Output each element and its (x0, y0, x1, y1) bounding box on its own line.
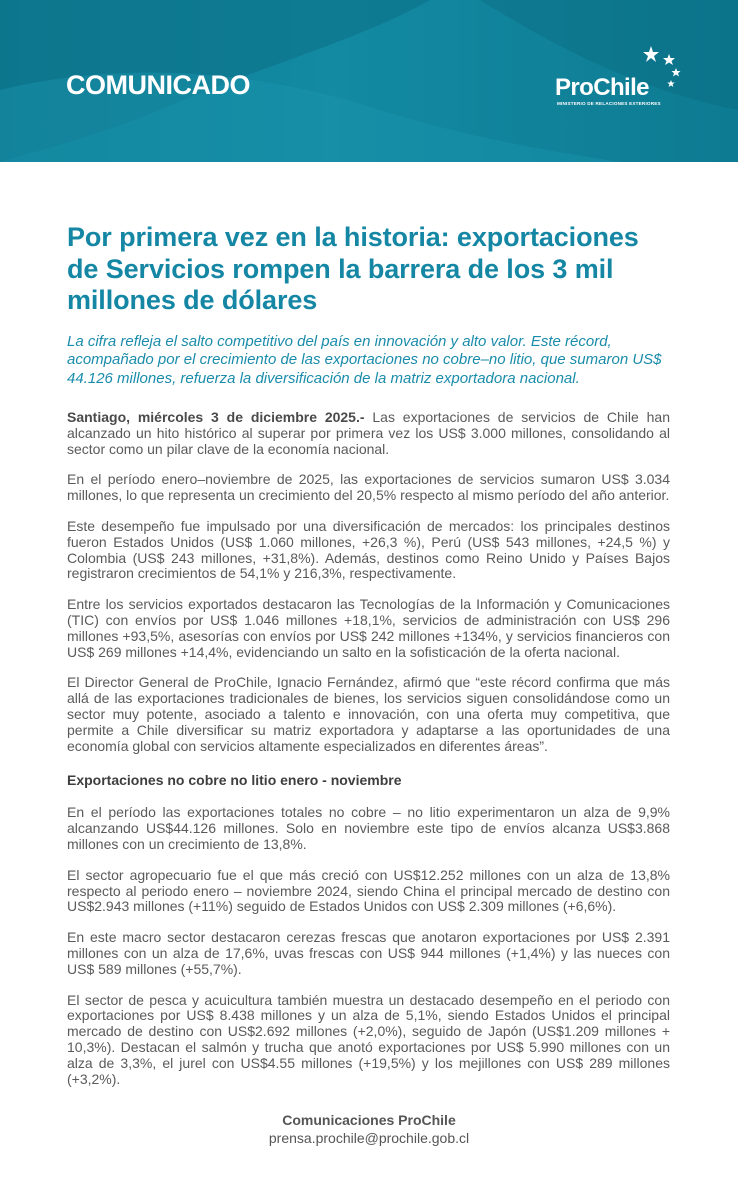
paragraph: El sector agropecuario fue el que más creció con US$12.252 millones con un alza de 13,8% respecto al periodo enero – noviembre 2024, siendo China el principal mercado de destino con US$2.943 millones (+11%) seguido de Estados Unidos con US$ 2.309 millones (+6,6%). (67, 866, 670, 915)
paragraph: En el período enero–noviembre de 2025, las exportaciones de servicios sumaron US$ 3.034 millones, lo que representa un crecimiento del 20,5% respecto al mismo período del año anterior. (67, 471, 670, 504)
paragraph: En este macro sector destacaron cerezas frescas que anotaron exportaciones por US$ 2.391 millones con un alza de 17,6%, uvas frescas con US$ 944 millones (+1,4%) y las nueces con US$ 589 millones (+55,7%). (67, 929, 670, 977)
paragraph: Entre los servicios exportados destacaron las Tecnologías de la Información y Comunicaciones (TIC) con envíos por US$ 1.046 millones +18,1%, servicios de administración con US$ 296 millones +93,5%, asesorías con envíos por US$ 242 millones +134%, y servicios financieros con US$ 269 millones +14,4%, evidenciando un salto en la sofisticación de la oferta nacional. (67, 596, 670, 660)
footer-email[interactable]: prensa.prochile@prochile.gob.cl (268, 1130, 470, 1146)
article-title: Por primera vez en la historia: exportaciones de Servicios rompen la barrera de los 3 mil millones de dólares (67, 222, 639, 315)
dateline: Santiago, miércoles 3 de diciembre 2025.- (67, 409, 365, 425)
paragraph (67, 410, 670, 457)
paragraph: Este desempeño fue impulsado por una diversificación de mercados: los principales destinos fueron Estados Unidos (US$ 1.060 millones, +26,3 %), Perú (US$ 543 millones, +24,5 %) y Colombia (US$ 243 millones, +31,8%). Además, destinos como Reino Unido y Países Bajos registraron crecimientos de 54,1% y 216,3%, respectivamente. (67, 517, 670, 582)
section-heading: Exportaciones no cobre no litio enero - noviembre (67, 772, 402, 789)
article-subtitle: La cifra refleja el salto competitivo del país en innovación y alto valor. Este récord, acompañado por el crecimiento de las exportaciones no cobre–no litio, que sumaron US$ 44.126 millones, refuerza la diversificación de la matriz exportadora nacional. (67, 332, 662, 387)
footer (0, 1111, 738, 1147)
paragraph: El sector de pesca y acuicultura también muestra un destacado desempeño en el periodo con exportaciones por US$ 8.438 millones y un alza de 5,1%, siendo Estados Unidos el principal mercado de destino con US$2.692 millones (+2,0%), seguido de Japón (US$1.209 millones + 10,3%). Destacan el salmón y trucha que anotó exportaciones por US$ 5.990 millones con un alza de 3,3%, el jurel con US$4.55 millones (+19,5%) y los mejillones con US$ 289 millones (+3,2%). (67, 991, 670, 1087)
paragraph: En el período las exportaciones totales no cobre – no litio experimentaron un alza de 9,9% alcanzando US$44.126 millones. Solo en noviembre este tipo de envíos alcanza US$3.868 millones con un crecimiento de 13,8%. (67, 804, 670, 852)
logo-subtext: MINISTERIO DE RELACIONES EXTERIORES (557, 101, 661, 106)
paragraph: El Director General de ProChile, Ignacio Fernández, afirmó que “este récord confirma que más allá de las exportaciones tradicionales de bienes, los servicios siguen consolidándose como un sector muy potente, asociado a talento e innovación, con una oferta muy competitiva, que permite a Chile diversificar su matriz exportadora y adaptarse a las oportunidades de una economía global con servicios altamente especializados en diferentes áreas”. (67, 674, 670, 754)
header-banner (0, 0, 738, 162)
prochile-logo (553, 44, 693, 114)
logo-wordmark: ProChile (555, 74, 649, 101)
article (67, 222, 670, 1087)
paragraph-text: Las exportaciones de servicios de Chile han alcanzado un hito histórico al superar por primera vez los US$ 3.000 millones, consolidando al sector como un pilar clave de la economía nacional. (67, 409, 670, 457)
banner-label: COMUNICADO (66, 70, 250, 100)
logo-stars-icon (643, 44, 685, 94)
footer-org: Comunicaciones ProChile (282, 1112, 456, 1128)
